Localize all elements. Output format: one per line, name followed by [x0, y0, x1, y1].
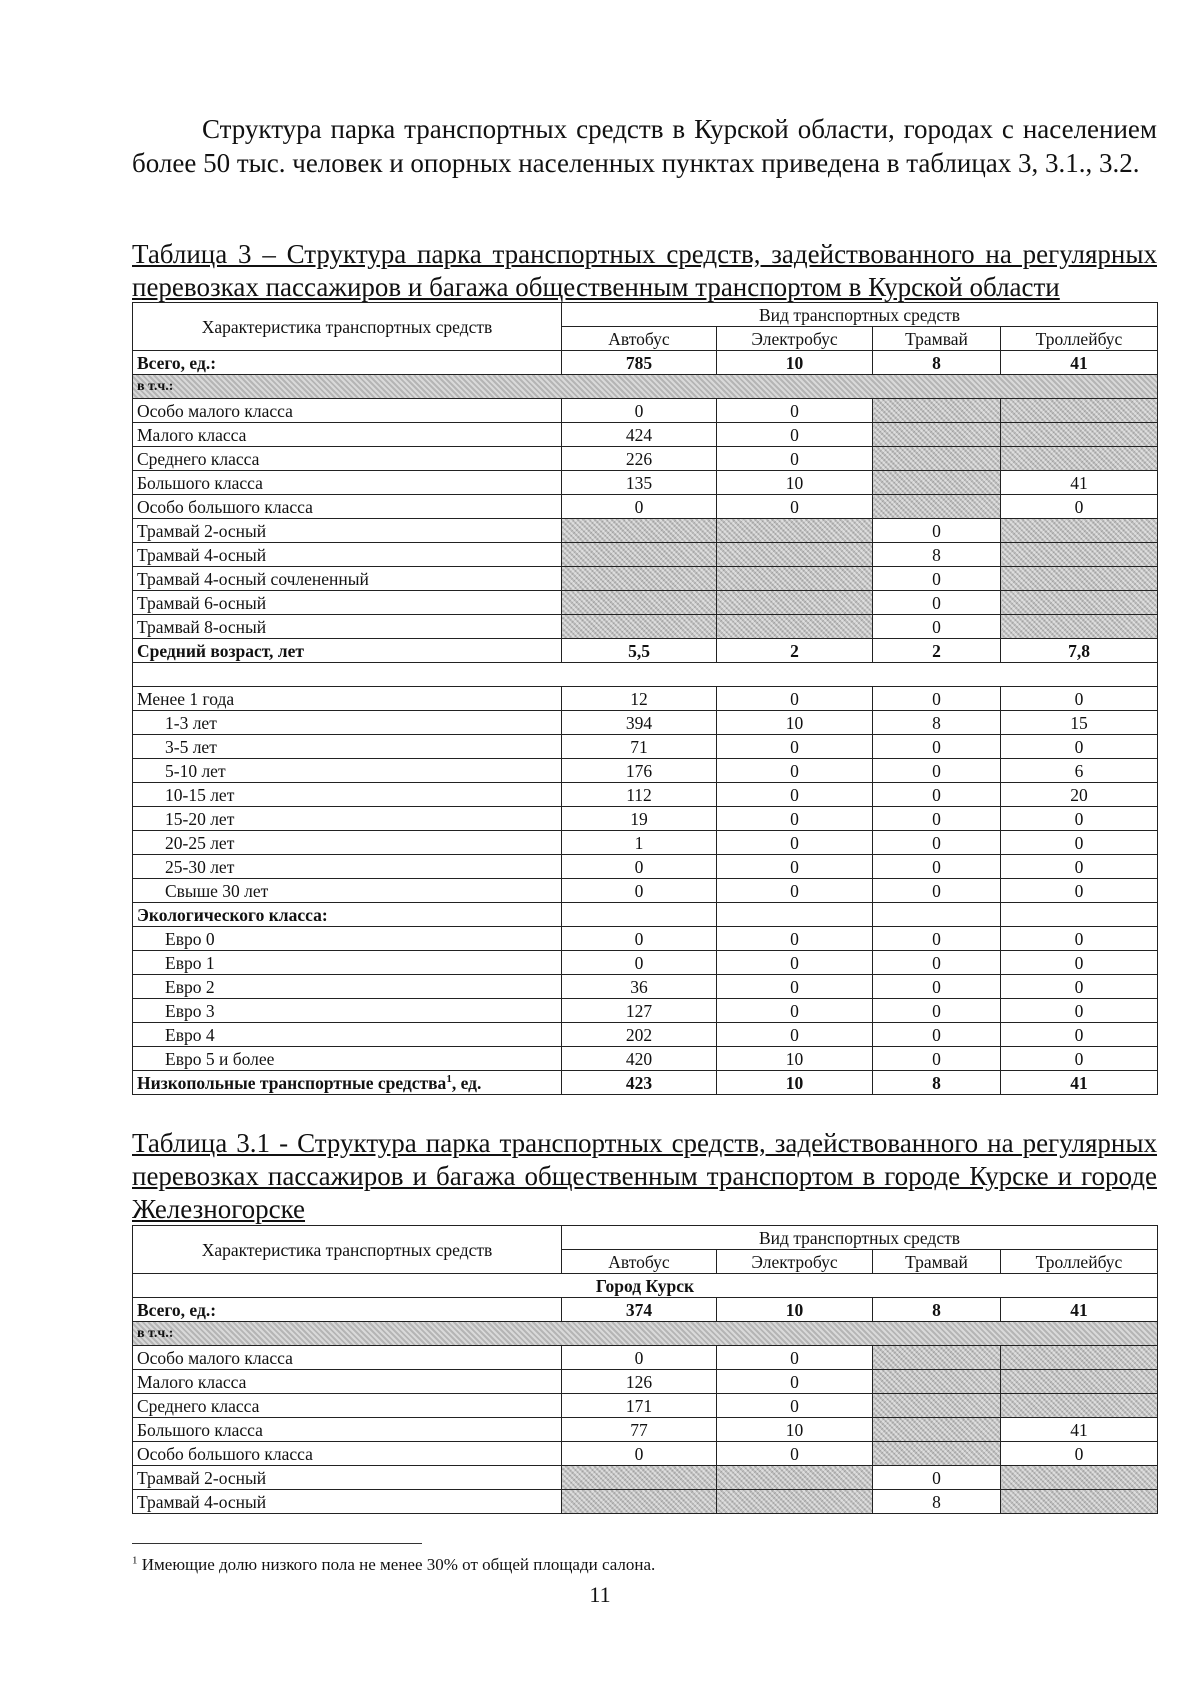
table3-table-row — [133, 639, 1158, 663]
intro-paragraph: Структура парка транспортных средств в Курской области, городах с населением более 50 тыс. человек и опорных населенных пунктах приведена в таблицах 3, 3.1., 3.2. — [132, 114, 1157, 178]
table3-cell: 0 — [717, 807, 873, 831]
table3-cell: 0 — [873, 759, 1001, 783]
table3-row-label: Большого класса — [133, 471, 562, 495]
table3-cell: 112 — [562, 783, 717, 807]
table3-cell: 41 — [1001, 351, 1158, 375]
table3-row-label: 3-5 лет — [133, 735, 562, 759]
table3-cell: 0 — [873, 807, 1001, 831]
table3-cell: 0 — [717, 687, 873, 711]
table3-cell — [717, 615, 873, 639]
table3-row-label: 1-3 лет — [133, 711, 562, 735]
table3-cell: 0 — [1001, 855, 1158, 879]
table3-row-label: Среднего класса — [133, 447, 562, 471]
table3-table-row — [133, 807, 1158, 831]
table3-cell — [562, 615, 717, 639]
table3-row-label: Трамвай 8-осный — [133, 615, 562, 639]
table3-cell: 0 — [562, 879, 717, 903]
table3-table-row — [133, 975, 1158, 999]
table3-lowfloor-row — [133, 1071, 1158, 1095]
table31-cell: 0 — [717, 1442, 873, 1466]
table31-row-label: Трамвай 4-осный — [133, 1490, 562, 1514]
table3-cell: 2 — [717, 639, 873, 663]
table31-cell — [873, 1442, 1001, 1466]
table31-caption — [132, 1127, 1157, 1226]
table3-cell: 20 — [1001, 783, 1158, 807]
table3-row-label: Трамвай 2-осный — [133, 519, 562, 543]
table31-cell: 8 — [873, 1490, 1001, 1514]
table3-table-row — [133, 831, 1158, 855]
table31-cell: 10 — [717, 1298, 873, 1322]
table3-cell: 2 — [873, 639, 1001, 663]
table31-column-header: Автобус — [562, 1250, 717, 1274]
table31-cell — [562, 1490, 717, 1514]
table3-cell — [562, 591, 717, 615]
table3-cell — [1001, 423, 1158, 447]
table3-cell: 0 — [562, 399, 717, 423]
table3-cell: 202 — [562, 1023, 717, 1047]
table3-cell: 0 — [1001, 951, 1158, 975]
table3-cell — [562, 567, 717, 591]
table3-table-row — [133, 1047, 1158, 1071]
table3-row-label: Средний возраст, лет — [133, 639, 562, 663]
table3-table-row — [133, 999, 1158, 1023]
table3-row-label: Евро 1 — [133, 951, 562, 975]
lowfloor-label-suffix: , ед. — [451, 1072, 482, 1093]
table3 — [132, 302, 1158, 1095]
table3-cell: 71 — [562, 735, 717, 759]
table3-cell: 0 — [873, 1023, 1001, 1047]
table3-cell: 394 — [562, 711, 717, 735]
table3-table-row — [133, 855, 1158, 879]
table3-cell: 0 — [1001, 687, 1158, 711]
table3-cell — [1001, 591, 1158, 615]
table3-table-row — [133, 687, 1158, 711]
table3-table-row — [133, 711, 1158, 735]
table3-cell: 226 — [562, 447, 717, 471]
table3-caption-text: Таблица 3 – Структура парка транспортных средств, задействованного на регулярных перевозках пассажиров и багажа общественным транспортом в Курской области — [132, 239, 1157, 302]
table3-table-row — [133, 615, 1158, 639]
table3-cell: 0 — [717, 831, 873, 855]
table31-row-label: Всего, ед.: — [133, 1298, 562, 1322]
table3-table-row — [133, 447, 1158, 471]
table3-cell: 0 — [873, 567, 1001, 591]
table3-column-header: Троллейбус — [1001, 327, 1158, 351]
table3-cell: 420 — [562, 1047, 717, 1071]
table3-cell: 0 — [717, 447, 873, 471]
table31 — [132, 1225, 1158, 1514]
table31-cell: 10 — [717, 1418, 873, 1442]
table3-cell: 0 — [873, 615, 1001, 639]
table31-cell — [1001, 1394, 1158, 1418]
table3-row-label: Евро 4 — [133, 1023, 562, 1047]
table3-cell: 0 — [717, 423, 873, 447]
table3-cell — [717, 903, 873, 927]
table3-table-row — [133, 951, 1158, 975]
table3-cell: 8 — [873, 543, 1001, 567]
table31-column-header: Электробус — [717, 1250, 873, 1274]
table3-cell — [1001, 615, 1158, 639]
table31-cell: 77 — [562, 1418, 717, 1442]
table3-cell: 7,8 — [1001, 639, 1158, 663]
table3-cell: 36 — [562, 975, 717, 999]
table31-cell — [562, 1466, 717, 1490]
table3-row-label: 5-10 лет — [133, 759, 562, 783]
lowfloor-label-text: Низкопольные транспортные средства — [137, 1072, 447, 1093]
table3-cell — [873, 399, 1001, 423]
table3-table-row — [133, 759, 1158, 783]
table3-row-label: Евро 3 — [133, 999, 562, 1023]
table3-cell — [717, 591, 873, 615]
table3-incl-row — [133, 375, 1158, 399]
table31-cell: 0 — [1001, 1442, 1158, 1466]
table31-header-group: Вид транспортных средств — [562, 1226, 1158, 1250]
table3-cell: 8 — [873, 1071, 1001, 1095]
table3-cell: 10 — [717, 1071, 873, 1095]
table3-cell — [717, 519, 873, 543]
table3-table-row — [133, 879, 1158, 903]
table3-cell: 0 — [1001, 735, 1158, 759]
table3-cell: 0 — [562, 855, 717, 879]
table3-cell — [717, 567, 873, 591]
table3-cell: 0 — [717, 927, 873, 951]
table3-cell — [1001, 399, 1158, 423]
table3-row-label: Малого класса — [133, 423, 562, 447]
table3-cell: 0 — [717, 735, 873, 759]
table3-header-characteristic: Характеристика транспортных средств — [133, 303, 562, 351]
table3-row-label: Трамвай 6-осный — [133, 591, 562, 615]
table31-cell — [873, 1346, 1001, 1370]
table3-cell: 785 — [562, 351, 717, 375]
table3-cell: 0 — [1001, 879, 1158, 903]
table3-cell — [562, 903, 717, 927]
table3-table-row — [133, 543, 1158, 567]
table3-caption — [132, 238, 1157, 304]
table3-row-label: Трамвай 4-осный сочлененный — [133, 567, 562, 591]
table3-cell — [1001, 543, 1158, 567]
table3-spacer-cell — [133, 663, 1158, 687]
table3-cell: 0 — [873, 855, 1001, 879]
table31-cell — [1001, 1490, 1158, 1514]
table3-cell: 0 — [562, 927, 717, 951]
table3-column-header: Автобус — [562, 327, 717, 351]
table3-table-row — [133, 519, 1158, 543]
table3-cell: 0 — [562, 951, 717, 975]
table3-cell: 0 — [562, 495, 717, 519]
table3-cell: 0 — [1001, 831, 1158, 855]
table3-cell: 176 — [562, 759, 717, 783]
table31-cell: 0 — [873, 1466, 1001, 1490]
table3-eco-label: Экологического класса: — [133, 903, 562, 927]
table3-lowfloor-label — [133, 1071, 562, 1095]
table3-cell: 0 — [873, 831, 1001, 855]
table3-cell: 135 — [562, 471, 717, 495]
table3-table-row — [133, 471, 1158, 495]
table3-cell: 10 — [717, 351, 873, 375]
table3-table-row — [133, 735, 1158, 759]
table3-cell — [873, 495, 1001, 519]
table31-cell: 0 — [562, 1442, 717, 1466]
table31-table-row — [133, 1346, 1158, 1370]
table31-row-label: Трамвай 2-осный — [133, 1466, 562, 1490]
table31-city-label: Город Курск — [133, 1274, 1158, 1298]
table31-cell — [873, 1418, 1001, 1442]
table3-cell: 0 — [1001, 999, 1158, 1023]
table3-cell: 0 — [1001, 807, 1158, 831]
table3-cell: 41 — [1001, 471, 1158, 495]
table3-cell: 0 — [873, 951, 1001, 975]
table3-cell: 0 — [717, 999, 873, 1023]
table3-row-label: Евро 5 и более — [133, 1047, 562, 1071]
table3-cell: 10 — [717, 711, 873, 735]
table31-row-label: Большого класса — [133, 1418, 562, 1442]
table3-cell: 0 — [1001, 1023, 1158, 1047]
table31-table-row — [133, 1490, 1158, 1514]
table3-row-label: 20-25 лет — [133, 831, 562, 855]
table3-cell: 0 — [717, 495, 873, 519]
table3-row-label: 10-15 лет — [133, 783, 562, 807]
table31-cell: 8 — [873, 1298, 1001, 1322]
table3-table-row — [133, 423, 1158, 447]
table31-cell — [1001, 1346, 1158, 1370]
table3-row-label: Евро 0 — [133, 927, 562, 951]
table3-row-label: Особо малого класса — [133, 399, 562, 423]
table3-cell: 0 — [717, 879, 873, 903]
table3-cell: 0 — [873, 975, 1001, 999]
table3-eco-row — [133, 903, 1158, 927]
table3-cell: 0 — [717, 975, 873, 999]
table3-cell: 0 — [717, 759, 873, 783]
table3-cell: 0 — [1001, 975, 1158, 999]
table31-row-label: Малого класса — [133, 1370, 562, 1394]
table3-cell: 8 — [873, 351, 1001, 375]
table3-cell: 0 — [1001, 927, 1158, 951]
table31-column-header: Троллейбус — [1001, 1250, 1158, 1274]
table3-cell: 41 — [1001, 1071, 1158, 1095]
table31-cell — [873, 1370, 1001, 1394]
table3-cell: 0 — [873, 735, 1001, 759]
table3-cell — [873, 423, 1001, 447]
footnote-divider — [132, 1543, 422, 1544]
table31-cell: 374 — [562, 1298, 717, 1322]
table3-cell: 0 — [873, 783, 1001, 807]
table31-cell: 0 — [717, 1394, 873, 1418]
table3-cell: 0 — [717, 1023, 873, 1047]
footnote-mark: 1 — [132, 1554, 138, 1567]
table3-cell: 423 — [562, 1071, 717, 1095]
table3-cell: 10 — [717, 1047, 873, 1071]
table3-cell: 6 — [1001, 759, 1158, 783]
table3-column-header: Электробус — [717, 327, 873, 351]
table31-row-label: Особо большого класса — [133, 1442, 562, 1466]
table31-row-label: Особо малого класса — [133, 1346, 562, 1370]
table3-cell: 15 — [1001, 711, 1158, 735]
footnote-text: Имеющие долю низкого пола не менее 30% от общей площади салона. — [137, 1555, 656, 1574]
table31-table-row — [133, 1394, 1158, 1418]
table31-header-row — [133, 1226, 1158, 1250]
table3-incl-label: в т.ч.: — [133, 375, 1158, 399]
table3-cell — [873, 471, 1001, 495]
table3-cell: 0 — [717, 783, 873, 807]
table31-city-row — [133, 1274, 1158, 1298]
table3-cell: 0 — [873, 927, 1001, 951]
table3-cell: 5,5 — [562, 639, 717, 663]
table3-cell: 424 — [562, 423, 717, 447]
table31-cell: 0 — [562, 1346, 717, 1370]
table3-cell: 12 — [562, 687, 717, 711]
table3-cell — [1001, 903, 1158, 927]
table31-cell: 0 — [717, 1346, 873, 1370]
lowfloor-footnote-mark: 1 — [446, 1072, 452, 1085]
table31-table-row — [133, 1442, 1158, 1466]
table3-cell — [562, 519, 717, 543]
table3-cell — [873, 447, 1001, 471]
table3-cell: 127 — [562, 999, 717, 1023]
table31-cell — [717, 1466, 873, 1490]
table3-cell: 10 — [717, 471, 873, 495]
table3-cell: 0 — [717, 855, 873, 879]
table3-cell: 0 — [717, 951, 873, 975]
table31-caption-text: Таблица 3.1 - Структура парка транспортных средств, задействованного на регулярных перевозках пассажиров и багажа общественным транспортом в городе Курске и городе Железногорске — [132, 1128, 1157, 1224]
table3-cell — [1001, 567, 1158, 591]
table31-header-characteristic: Характеристика транспортных средств — [133, 1226, 562, 1274]
table31-cell: 41 — [1001, 1298, 1158, 1322]
table3-row-label: Трамвай 4-осный — [133, 543, 562, 567]
table3-column-header: Трамвай — [873, 327, 1001, 351]
table3-table-row — [133, 351, 1158, 375]
table3-cell — [1001, 519, 1158, 543]
table31-row-label: Среднего класса — [133, 1394, 562, 1418]
table3-table-row — [133, 399, 1158, 423]
table31-cell — [1001, 1370, 1158, 1394]
table3-header-row — [133, 303, 1158, 327]
table3-table-row — [133, 1023, 1158, 1047]
table31-cell: 41 — [1001, 1418, 1158, 1442]
table31-cell — [873, 1394, 1001, 1418]
table3-row-label: Особо большого класса — [133, 495, 562, 519]
table3-cell: 0 — [873, 1047, 1001, 1071]
table3-row-label: Менее 1 года — [133, 687, 562, 711]
table3-row-label: 25-30 лет — [133, 855, 562, 879]
table3-cell: 19 — [562, 807, 717, 831]
table31-table-row — [133, 1466, 1158, 1490]
table3-table-row — [133, 927, 1158, 951]
table3-cell — [1001, 447, 1158, 471]
table3-row-label: Всего, ед.: — [133, 351, 562, 375]
table3-cell — [717, 543, 873, 567]
table31-cell: 171 — [562, 1394, 717, 1418]
table31-incl-row — [133, 1322, 1158, 1346]
table3-header-group: Вид транспортных средств — [562, 303, 1158, 327]
table3-cell: 0 — [717, 399, 873, 423]
table3-table-row — [133, 567, 1158, 591]
table31-table-row — [133, 1298, 1158, 1322]
table3-cell: 1 — [562, 831, 717, 855]
table3-cell: 0 — [873, 879, 1001, 903]
table31-cell: 0 — [717, 1370, 873, 1394]
table3-row-label: Свыше 30 лет — [133, 879, 562, 903]
table3-table-row — [133, 783, 1158, 807]
table3-cell: 0 — [873, 591, 1001, 615]
table31-cell — [1001, 1466, 1158, 1490]
table3-cell — [873, 903, 1001, 927]
table31-column-header: Трамвай — [873, 1250, 1001, 1274]
table3-cell: 0 — [873, 999, 1001, 1023]
table3-table-row — [133, 495, 1158, 519]
table3-cell: 0 — [873, 519, 1001, 543]
table31-cell: 126 — [562, 1370, 717, 1394]
page-number: 11 — [589, 1582, 611, 1607]
table3-table-row — [133, 591, 1158, 615]
table3-cell: 0 — [873, 687, 1001, 711]
table31-cell — [717, 1490, 873, 1514]
table3-row-label: 15-20 лет — [133, 807, 562, 831]
table3-cell: 0 — [1001, 1047, 1158, 1071]
table3-cell: 0 — [1001, 495, 1158, 519]
footnote — [132, 1555, 655, 1575]
table31-table-row — [133, 1418, 1158, 1442]
table31-table-row — [133, 1370, 1158, 1394]
table3-cell — [562, 543, 717, 567]
table31-incl-label: в т.ч.: — [133, 1322, 1158, 1346]
table3-spacer-row — [133, 663, 1158, 687]
table3-row-label: Евро 2 — [133, 975, 562, 999]
table3-cell: 8 — [873, 711, 1001, 735]
